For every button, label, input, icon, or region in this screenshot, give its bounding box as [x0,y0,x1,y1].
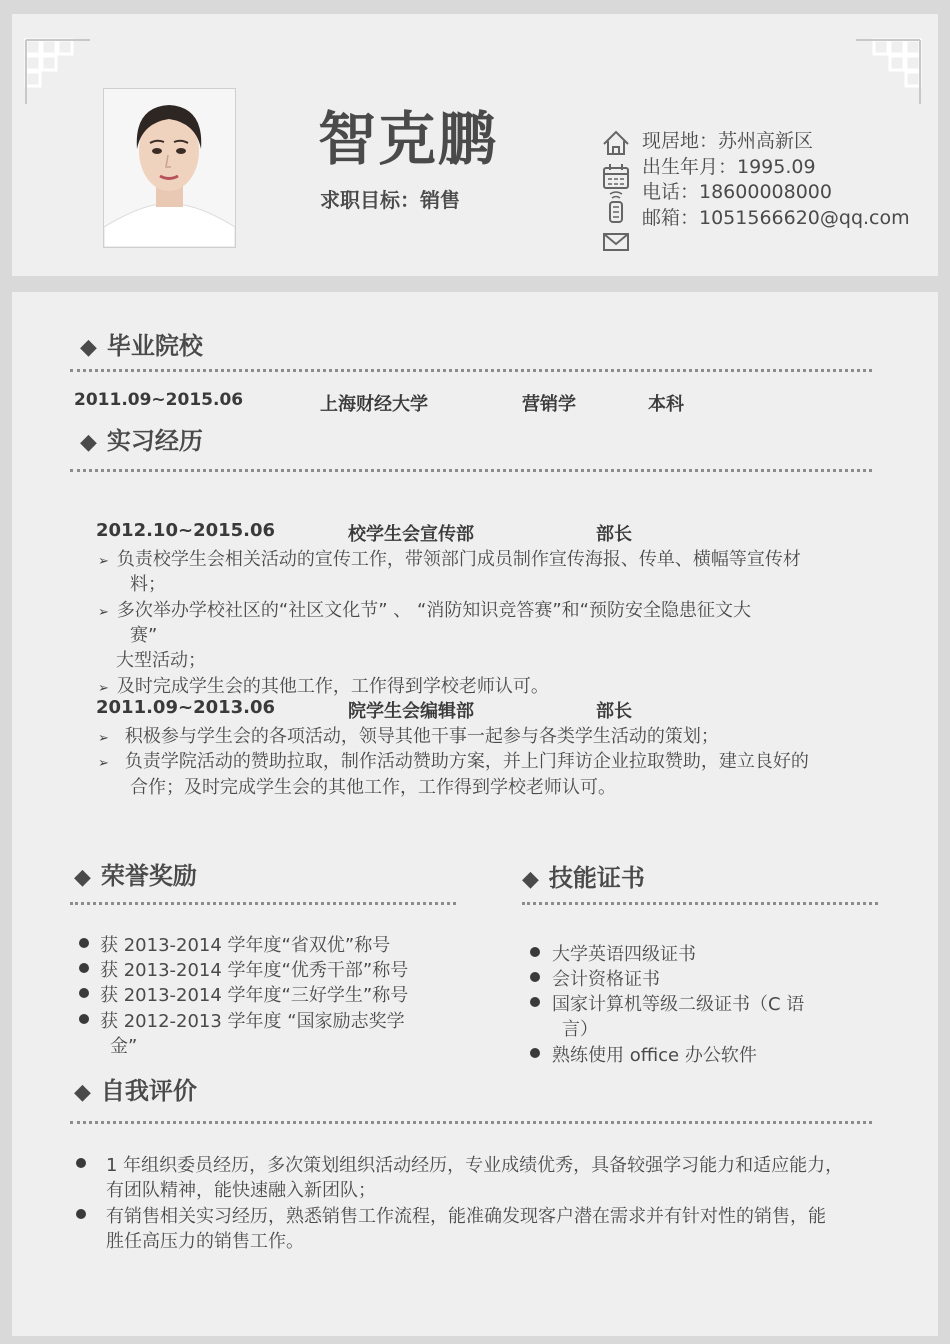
divider [522,902,878,905]
bullet-dot-icon [530,1048,540,1058]
contact-list [642,129,910,231]
bullet-dot-icon [79,1014,89,1024]
honor-item: 获 2012-2013 学年度 “国家励志奖学 [100,1011,405,1032]
education-school: 上海财经大学 [320,394,428,415]
divider [70,469,872,472]
diamond-icon: ◆ [80,430,97,455]
job-duty-line: ➢ 多次举办学校社区的“社区文化节” 、 “消防知识竞答赛”和“预防安全隐患征文大 [98,600,751,621]
contact-icon-column [600,128,632,258]
job-org: 校学生会宣传部 [348,524,474,545]
divider [70,369,872,372]
calendar-icon [604,164,628,188]
job-period: 2011.09~2013.06 [96,697,276,718]
self-eval-line: 有团队精神，能快速融入新团队； [106,1180,376,1201]
diamond-icon: ◆ [522,867,539,892]
bullet-dot-icon [530,947,540,957]
bullet-dot-icon [530,972,540,982]
diamond-icon: ◆ [74,865,91,890]
skill-item: 国家计算机等级二级证书（C 语 [552,994,805,1015]
education-heading: ◆ 毕业院校 [80,332,203,360]
self-eval-line: 1 年组织委员经历，多次策划组织活动经历，专业成绩优秀，具备较强学习能力和适应能力， [106,1155,844,1176]
arrow-bullet-icon: ➢ [98,756,109,771]
bullet-dot-icon [79,938,89,948]
home-icon [604,132,628,154]
divider [70,1121,872,1124]
diamond-icon: ◆ [74,1080,91,1105]
arrow-bullet-icon: ➢ [98,731,109,746]
education-major: 营销学 [522,394,576,415]
contact-phone: 电话：18600008000 [642,181,832,203]
job-duty-line: ➢ 积极参与学生会的各项活动，领导其他干事一起参与各类学生活动的策划； [98,726,719,747]
bullet-dot-icon [79,988,89,998]
skill-item: 大学英语四级证书 [552,944,696,965]
divider [70,902,456,905]
arrow-bullet-icon: ➢ [98,681,109,696]
job-duty-line: ➢ 负责校学生会相关活动的宣传工作，带领部门成员制作宣传海报、传单、横幅等宣传材 [98,549,801,570]
candidate-name: 智克鹏 [318,105,499,173]
phone-icon [610,192,622,222]
portrait-avatar [104,89,235,247]
job-duty-line: 料； [130,574,166,595]
contact-birth: 出生年月：1995.09 [642,155,816,178]
honor-item: 金” [110,1036,138,1057]
arrow-bullet-icon: ➢ [98,605,109,620]
honor-item: 获 2013-2014 学年度“优秀干部”称号 [100,960,409,981]
job-period: 2012.10~2015.06 [96,520,276,541]
honor-item: 获 2013-2014 学年度“三好学生”称号 [100,985,409,1006]
corner-ornament-right-icon [852,36,924,108]
job-duty-line: ➢ 及时完成学生会的其他工作，工作得到学校老师认可。 [98,676,549,697]
job-duty-line: ➢ 负责学院活动的赞助拉取，制作活动赞助方案，并上门拜访企业拉取赞助，建立良好的 [98,751,809,772]
honors-heading: ◆ 荣誉奖励 [74,862,197,890]
bullet-dot-icon [76,1158,86,1168]
bullet-dot-icon [530,997,540,1007]
internship-heading: ◆ 实习经历 [80,427,203,455]
self-eval-heading: ◆ 自我评价 [74,1077,197,1105]
skill-item: 会计资格证书 [552,969,660,990]
arrow-bullet-icon: ➢ [98,554,109,569]
mail-icon [604,234,628,250]
job-objective: 求职目标：销售 [320,188,460,212]
profile-photo [103,88,236,248]
education-period: 2011.09~2015.06 [74,390,244,410]
skill-item: 熟练使用 office 办公软件 [552,1045,757,1066]
education-degree: 本科 [648,394,684,415]
job-duty-line: 赛” [130,625,158,646]
honor-item: 获 2013-2014 学年度“省双优”称号 [100,935,391,956]
job-duty-line: 合作；及时完成学生会的其他工作，工作得到学校老师认可。 [130,777,616,798]
bullet-dot-icon [79,963,89,973]
job-duty-line: 大型活动； [116,650,206,671]
job-role: 部长 [596,701,632,722]
job-role: 部长 [596,524,632,545]
contact-address: 现居地：苏州高新区 [642,130,814,152]
job-org: 院学生会编辑部 [348,701,474,722]
contact-email[interactable]: 邮箱：1051566620@qq.com [642,206,910,229]
skill-item: 言） [562,1019,598,1040]
bullet-dot-icon [76,1209,86,1219]
self-eval-line: 有销售相关实习经历，熟悉销售工作流程，能准确发现客户潜在需求并有针对性的销售，能 [106,1206,826,1227]
skills-heading: ◆ 技能证书 [522,864,645,892]
self-eval-line: 胜任高压力的销售工作。 [106,1231,304,1252]
corner-ornament-left-icon [22,36,94,108]
diamond-icon: ◆ [80,335,97,360]
